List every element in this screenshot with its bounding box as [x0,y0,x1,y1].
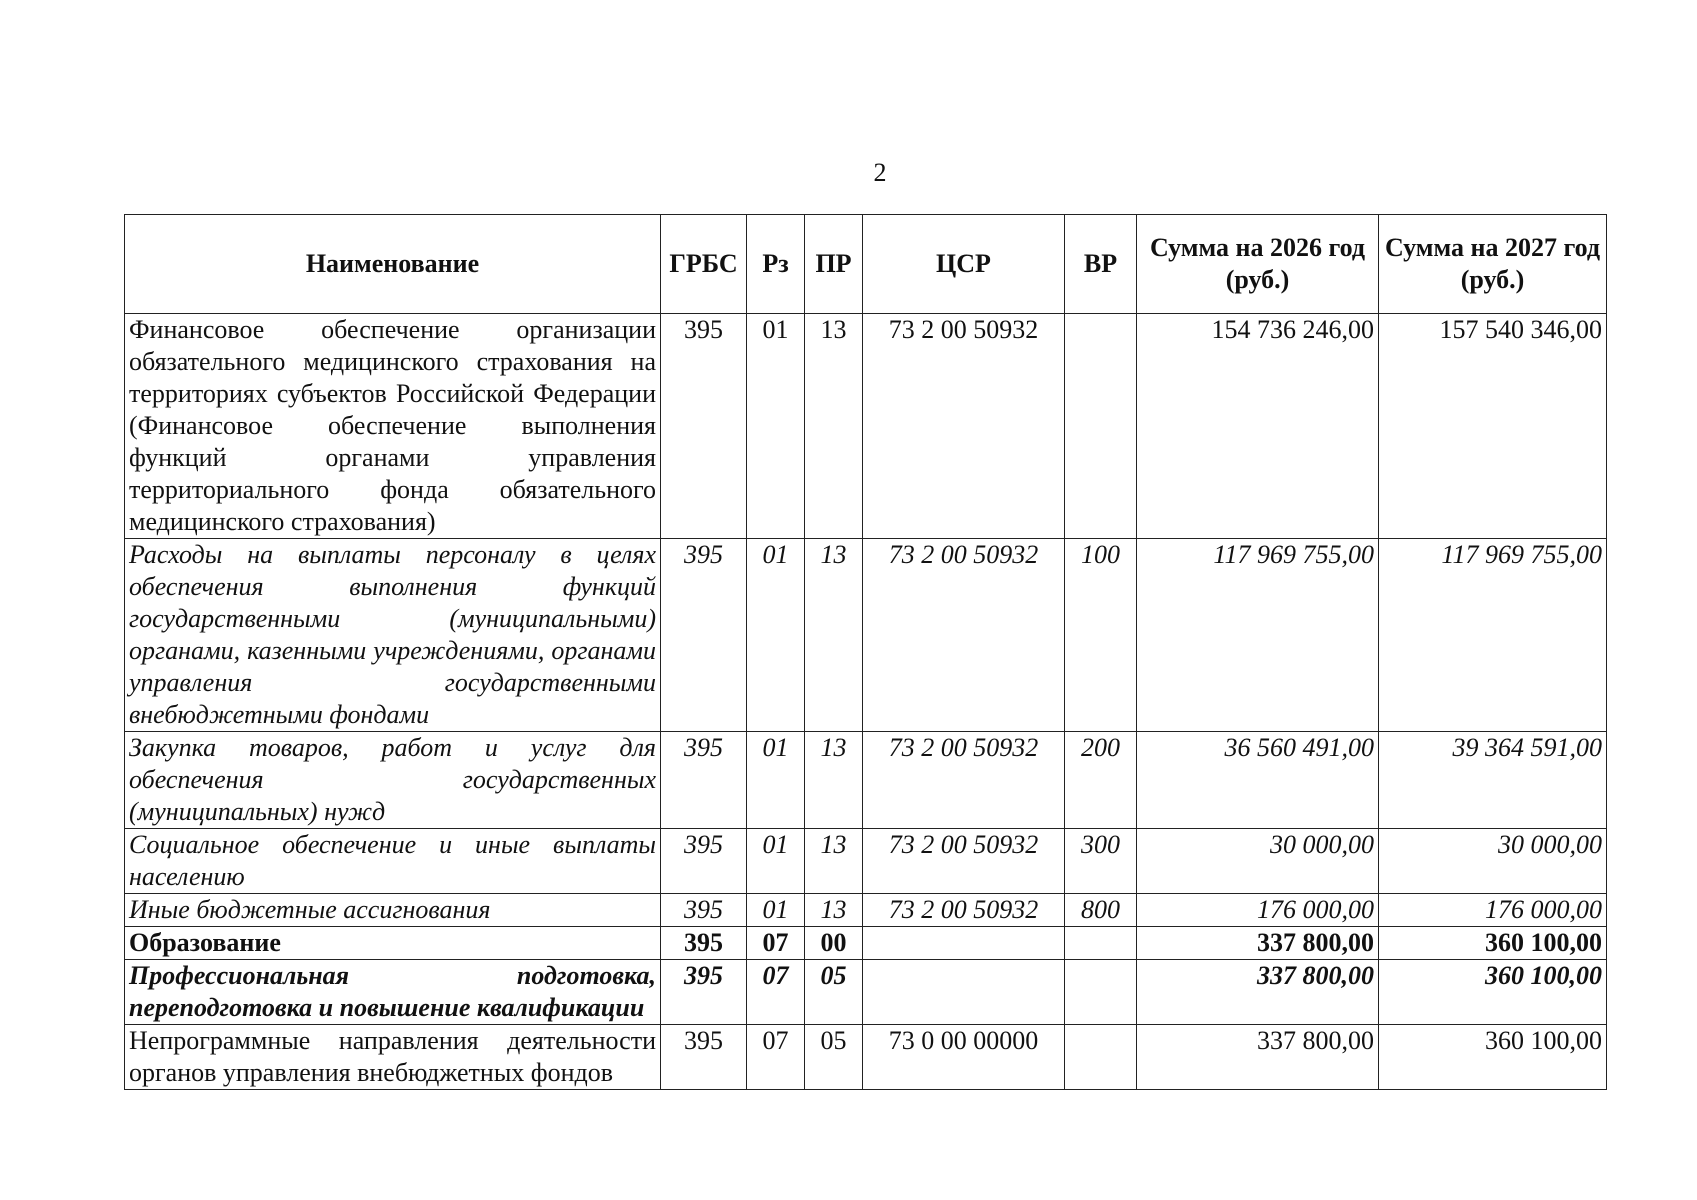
row-sum-2026: 154 736 246,00 [1137,314,1379,539]
row-rz: 07 [747,960,805,1025]
row-pr: 13 [805,829,863,894]
row-sum-2027: 360 100,00 [1379,927,1607,960]
row-pr: 13 [805,539,863,732]
row-vr [1065,1025,1137,1090]
table-row [125,732,1607,829]
row-sum-2026: 36 560 491,00 [1137,732,1379,829]
row-name: Закупка товаров, работ и услуг для обеспечения государственных (муниципальных) нужд [125,732,661,829]
row-vr: 800 [1065,894,1137,927]
table-row [125,894,1607,927]
row-vr [1065,960,1137,1025]
row-name: Расходы на выплаты персоналу в целях обеспечения выполнения функций государственными (муниципальными) органами, казенными учреждениями, органами управления государственными внебюджетными фондами [125,539,661,732]
row-pr: 13 [805,314,863,539]
table-header-row [125,215,1607,314]
header-grbs: ГРБС [661,215,747,314]
header-csr: ЦСР [863,215,1065,314]
row-sum-2026: 337 800,00 [1137,960,1379,1025]
row-grbs: 395 [661,927,747,960]
row-vr [1065,927,1137,960]
header-name: Наименование [125,215,661,314]
table-row [125,829,1607,894]
row-grbs: 395 [661,894,747,927]
header-sum-2026: Сумма на 2026 год (руб.) [1137,215,1379,314]
row-sum-2027: 157 540 346,00 [1379,314,1607,539]
row-name: Социальное обеспечение и иные выплаты населению [125,829,661,894]
row-name: Финансовое обеспечение организации обязательного медицинского страхования на территориях субъектов Российской Федерации (Финансовое обеспечение выполнения функций органами управления территориального фонда обязательного медицинского страхования) [125,314,661,539]
row-pr: 00 [805,927,863,960]
row-sum-2027: 176 000,00 [1379,894,1607,927]
row-sum-2026: 176 000,00 [1137,894,1379,927]
row-vr: 200 [1065,732,1137,829]
row-csr: 73 2 00 50932 [863,314,1065,539]
row-sum-2027: 30 000,00 [1379,829,1607,894]
row-pr: 13 [805,732,863,829]
row-grbs: 395 [661,732,747,829]
row-sum-2027: 360 100,00 [1379,960,1607,1025]
row-rz: 01 [747,314,805,539]
table-row [125,927,1607,960]
row-sum-2027: 39 364 591,00 [1379,732,1607,829]
header-sum-2027: Сумма на 2027 год (руб.) [1379,215,1607,314]
header-pr: ПР [805,215,863,314]
row-rz: 01 [747,894,805,927]
row-rz: 01 [747,732,805,829]
row-csr [863,960,1065,1025]
row-csr: 73 2 00 50932 [863,539,1065,732]
row-sum-2027: 360 100,00 [1379,1025,1607,1090]
row-sum-2026: 30 000,00 [1137,829,1379,894]
row-csr: 73 0 00 00000 [863,1025,1065,1090]
row-csr: 73 2 00 50932 [863,829,1065,894]
row-name: Профессиональная подготовка, переподготовка и повышение квалификации [125,960,661,1025]
row-name: Образование [125,927,661,960]
row-pr: 05 [805,1025,863,1090]
row-sum-2026: 337 800,00 [1137,927,1379,960]
row-grbs: 395 [661,1025,747,1090]
row-vr: 100 [1065,539,1137,732]
row-rz: 01 [747,829,805,894]
table-row [125,1025,1607,1090]
row-sum-2026: 337 800,00 [1137,1025,1379,1090]
header-vr: ВР [1065,215,1137,314]
header-rz: Рз [747,215,805,314]
row-name: Непрограммные направления деятельности органов управления внебюджетных фондов [125,1025,661,1090]
row-pr: 13 [805,894,863,927]
row-csr [863,927,1065,960]
table-row [125,539,1607,732]
row-csr: 73 2 00 50932 [863,894,1065,927]
row-name: Иные бюджетные ассигнования [125,894,661,927]
table-row [125,960,1607,1025]
row-rz: 07 [747,927,805,960]
row-sum-2027: 117 969 755,00 [1379,539,1607,732]
row-grbs: 395 [661,539,747,732]
row-vr [1065,314,1137,539]
row-sum-2026: 117 969 755,00 [1137,539,1379,732]
row-csr: 73 2 00 50932 [863,732,1065,829]
row-vr: 300 [1065,829,1137,894]
budget-table [124,214,1607,1090]
row-pr: 05 [805,960,863,1025]
row-rz: 07 [747,1025,805,1090]
row-grbs: 395 [661,960,747,1025]
row-rz: 01 [747,539,805,732]
row-grbs: 395 [661,314,747,539]
page-number: 2 [873,158,887,187]
table-row [125,314,1607,539]
row-grbs: 395 [661,829,747,894]
